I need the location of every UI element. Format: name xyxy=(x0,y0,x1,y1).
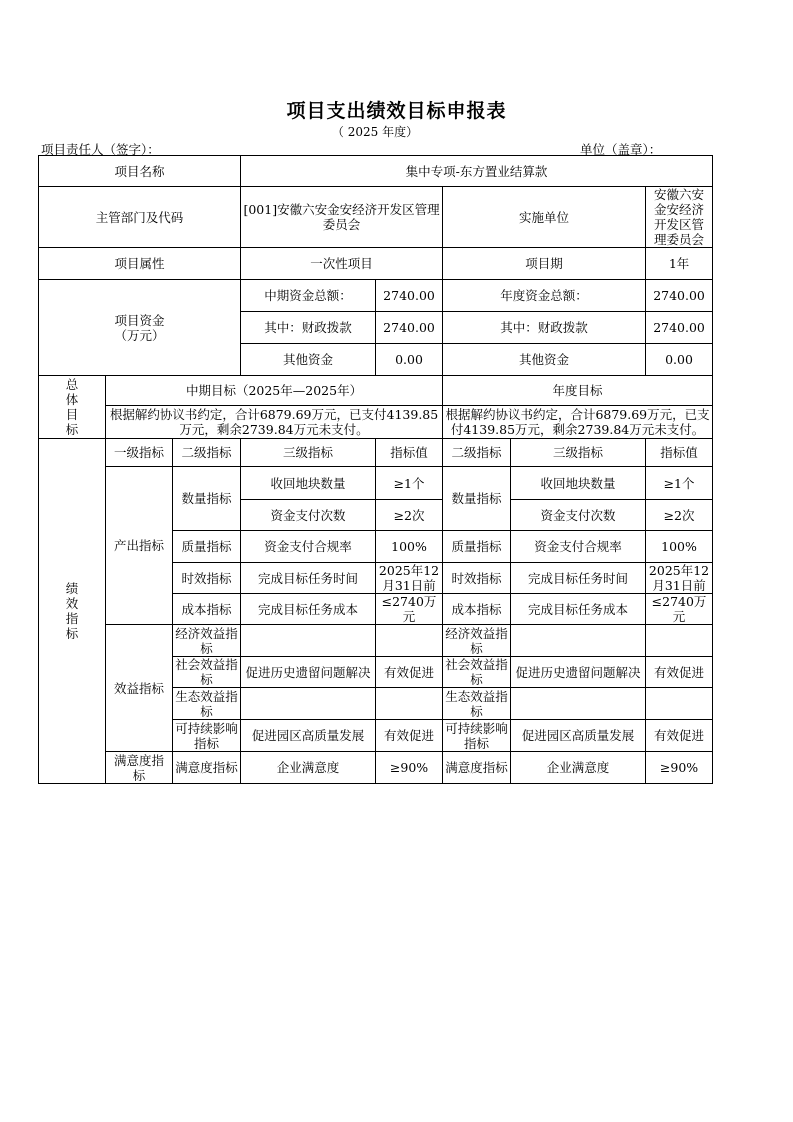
indicator-value-year: ≥90% xyxy=(646,752,713,784)
indicator-value: 2025年12月31日前 xyxy=(376,563,443,594)
table-row xyxy=(39,752,713,784)
period-label: 项目期 xyxy=(443,248,646,280)
benefit-indicator-label: 效益指标 xyxy=(106,625,173,752)
period-value: 1年 xyxy=(646,248,713,280)
indicator-value xyxy=(376,688,443,720)
col-header-level2-year: 二级指标 xyxy=(443,439,511,467)
indicator-l2-year: 质量指标 xyxy=(443,531,511,563)
col-header-level2: 二级指标 xyxy=(173,439,241,467)
funds-label: 项目资金 （万元） xyxy=(39,280,241,376)
mid-fiscal-label: 其中：财政拨款 xyxy=(241,312,376,344)
impl-label: 实施单位 xyxy=(443,187,646,248)
indicator-value-year: 100% xyxy=(646,531,713,563)
indicator-value: 有效促进 xyxy=(376,657,443,688)
indicator-value-year xyxy=(646,688,713,720)
dept-row xyxy=(39,187,713,248)
unit-seal-label: 单位（盖章）： xyxy=(580,142,662,157)
indicator-l2-year: 可持续影响指标 xyxy=(443,720,511,752)
indicator-value: ≥1个 xyxy=(376,467,443,500)
indicator-l2: 成本指标 xyxy=(173,594,241,625)
indicator-l2: 经济效益指标 xyxy=(173,625,241,657)
indicator-l3: 完成目标任务时间 xyxy=(241,563,376,594)
indicator-l2: 时效指标 xyxy=(173,563,241,594)
indicator-l2-year: 经济效益指标 xyxy=(443,625,511,657)
indicator-l3-year xyxy=(511,625,646,657)
indicator-l3-year: 收回地块数量 xyxy=(511,467,646,500)
indicator-l3: 收回地块数量 xyxy=(241,467,376,500)
indicator-value: 100% xyxy=(376,531,443,563)
project-name-row xyxy=(39,156,713,187)
year-line: （ 2025 年度） xyxy=(331,125,419,139)
indicator-l3 xyxy=(241,625,376,657)
attr-value: 一次性项目 xyxy=(241,248,443,280)
indicator-l2-year: 时效指标 xyxy=(443,563,511,594)
indicator-l2: 生态效益指标 xyxy=(173,688,241,720)
impl-value: 安徽六安金安经济开发区管理委员会 xyxy=(646,187,713,248)
indicator-l3-year: 企业满意度 xyxy=(511,752,646,784)
indicator-l3: 促进园区高质量发展 xyxy=(241,720,376,752)
indicator-l3-year: 完成目标任务成本 xyxy=(511,594,646,625)
col-header-level1: 一级指标 xyxy=(106,439,173,467)
indicator-value-year: 有效促进 xyxy=(646,720,713,752)
indicator-l3: 资金支付合规率 xyxy=(241,531,376,563)
mid-total-value: 2740.00 xyxy=(376,280,443,312)
mid-goal-header: 中期目标（2025年—2025年） xyxy=(106,376,443,406)
col-header-level3: 三级指标 xyxy=(241,439,376,467)
year-goal-header: 年度目标 xyxy=(443,376,713,406)
mid-total-label: 中期资金总额： xyxy=(241,280,376,312)
form-title: 项目支出绩效目标申报表 xyxy=(286,100,507,122)
performance-indicator-label: 绩 效 指 标 xyxy=(39,439,106,784)
indicator-value-year: ≥2次 xyxy=(646,500,713,531)
indicator-value xyxy=(376,625,443,657)
mid-other-value: 0.00 xyxy=(376,344,443,376)
indicator-l3: 完成目标任务成本 xyxy=(241,594,376,625)
year-other-value: 0.00 xyxy=(646,344,713,376)
indicator-l3-year: 资金支付次数 xyxy=(511,500,646,531)
indicator-l2-year: 满意度指标 xyxy=(443,752,511,784)
indicator-value-year: ≥1个 xyxy=(646,467,713,500)
indicator-value: 有效促进 xyxy=(376,720,443,752)
indicator-l2: 满意度指标 xyxy=(173,752,241,784)
indicator-value: ≤2740万元 xyxy=(376,594,443,625)
mid-other-label: 其他资金 xyxy=(241,344,376,376)
satisfaction-indicator-label: 满意度指标 xyxy=(106,752,173,784)
mid-fiscal-value: 2740.00 xyxy=(376,312,443,344)
indicator-l2-year: 社会效益指标 xyxy=(443,657,511,688)
table-row xyxy=(39,625,713,657)
indicator-l3 xyxy=(241,688,376,720)
year-total-label: 年度资金总额： xyxy=(443,280,646,312)
goals-text-row xyxy=(39,406,713,439)
dept-value: [001]安徽六安金安经济开发区管理委员会 xyxy=(241,187,443,248)
attribute-row xyxy=(39,248,713,280)
funds-row-total xyxy=(39,280,713,312)
indicator-l2-year: 数量指标 xyxy=(443,467,511,531)
dept-label: 主管部门及代码 xyxy=(39,187,241,248)
indicator-l2: 社会效益指标 xyxy=(173,657,241,688)
table-row xyxy=(39,467,713,500)
indicator-l3: 企业满意度 xyxy=(241,752,376,784)
year-goal-text: 根据解约协议书约定，合计6879.69万元，已支付4139.85万元，剩余2739.84万元未支付。 xyxy=(443,406,713,439)
indicator-header-row xyxy=(39,439,713,467)
year-total-value: 2740.00 xyxy=(646,280,713,312)
indicator-l3: 促进历史遗留问题解决 xyxy=(241,657,376,688)
indicator-l2: 数量指标 xyxy=(173,467,241,531)
indicator-l2: 可持续影响指标 xyxy=(173,720,241,752)
col-header-value-year: 指标值 xyxy=(646,439,713,467)
indicator-l3-year: 促进历史遗留问题解决 xyxy=(511,657,646,688)
attr-label: 项目属性 xyxy=(39,248,241,280)
overall-goal-label: 总 体 目 标 xyxy=(39,376,106,439)
col-header-value: 指标值 xyxy=(376,439,443,467)
indicator-value-year: 有效促进 xyxy=(646,657,713,688)
indicator-value-year: 2025年12月31日前 xyxy=(646,563,713,594)
year-fiscal-value: 2740.00 xyxy=(646,312,713,344)
indicator-value-year: ≤2740万元 xyxy=(646,594,713,625)
goals-header-row xyxy=(39,376,713,406)
indicator-l3: 资金支付次数 xyxy=(241,500,376,531)
indicator-l3-year: 完成目标任务时间 xyxy=(511,563,646,594)
indicator-value: ≥2次 xyxy=(376,500,443,531)
indicator-l2-year: 成本指标 xyxy=(443,594,511,625)
indicator-value: ≥90% xyxy=(376,752,443,784)
indicator-l2: 质量指标 xyxy=(173,531,241,563)
performance-goal-table xyxy=(38,155,713,784)
responsible-label: 项目责任人（签字）： xyxy=(41,142,160,157)
indicator-l3-year: 资金支付合规率 xyxy=(511,531,646,563)
year-other-label: 其他资金 xyxy=(443,344,646,376)
year-fiscal-label: 其中：财政拨款 xyxy=(443,312,646,344)
col-header-level3-year: 三级指标 xyxy=(511,439,646,467)
indicator-l2-year: 生态效益指标 xyxy=(443,688,511,720)
mid-goal-text: 根据解约协议书约定，合计6879.69万元，已支付4139.85万元，剩余2739.84万元未支付。 xyxy=(106,406,443,439)
indicator-l3-year xyxy=(511,688,646,720)
indicator-l3-year: 促进园区高质量发展 xyxy=(511,720,646,752)
indicator-value-year xyxy=(646,625,713,657)
output-indicator-label: 产出指标 xyxy=(106,467,173,625)
project-name-value: 集中专项-东方置业结算款 xyxy=(241,156,713,187)
project-name-label: 项目名称 xyxy=(39,156,241,187)
